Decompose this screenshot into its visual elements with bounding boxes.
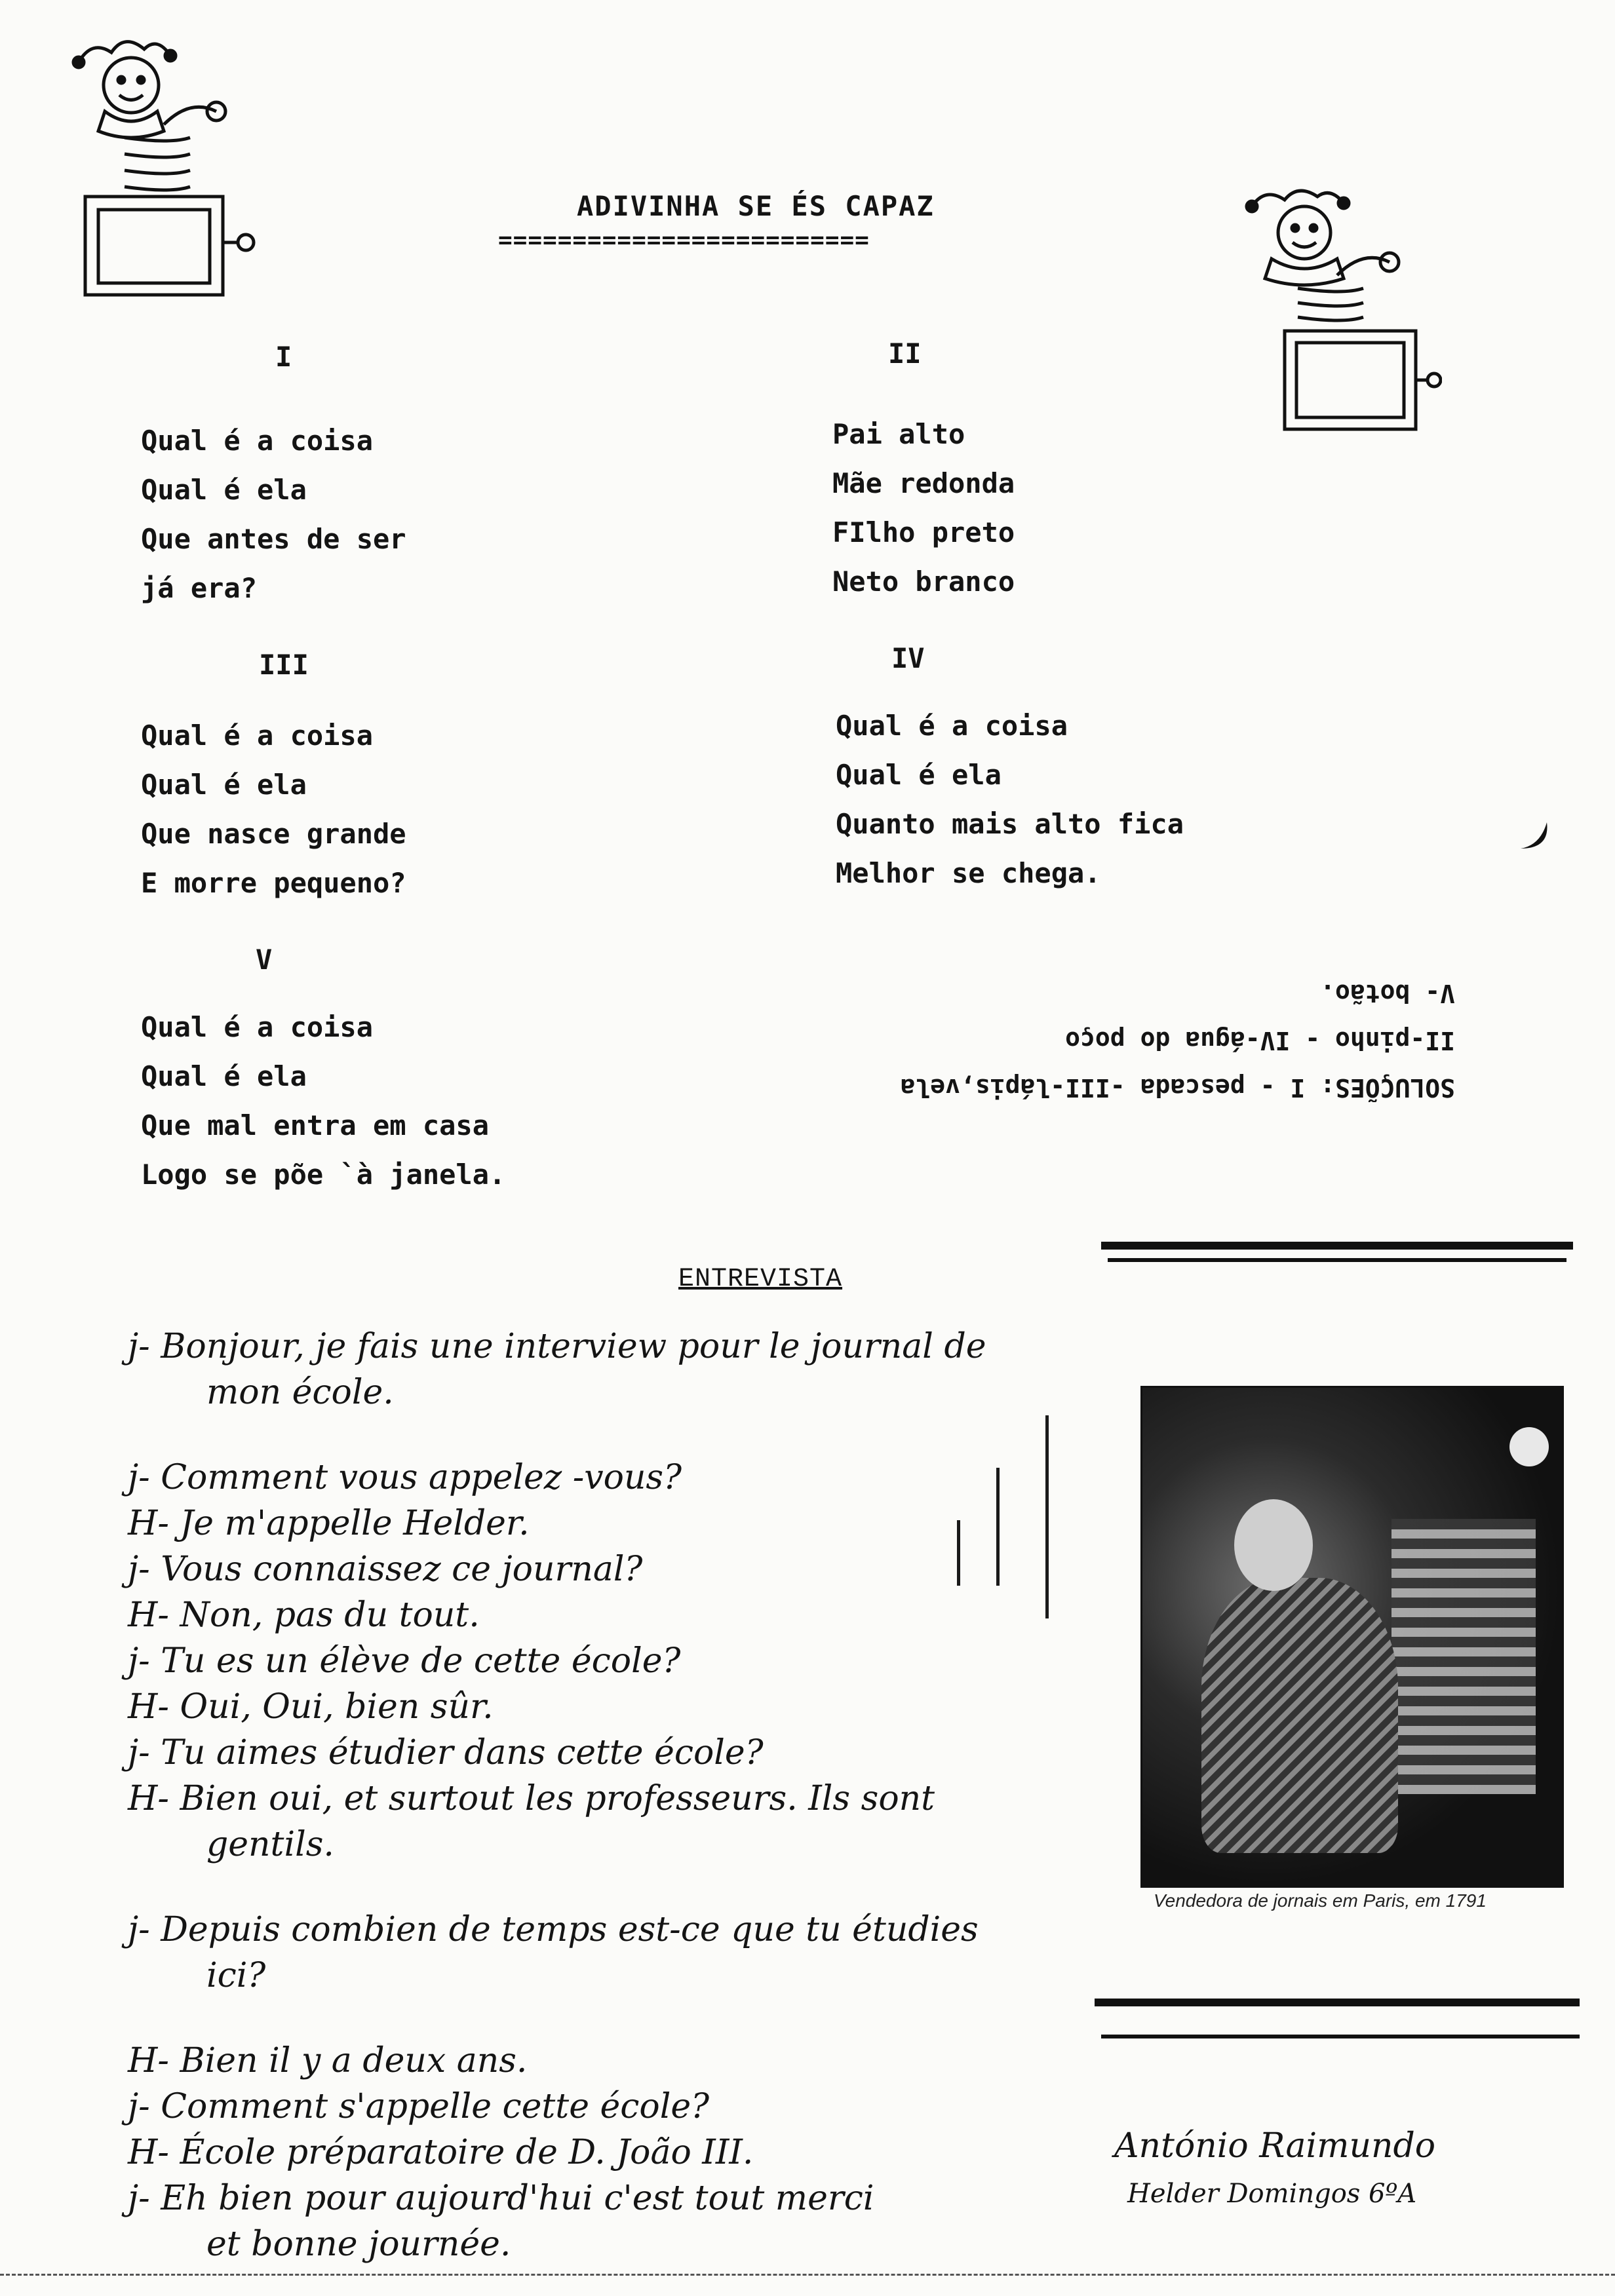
riddle-line: Que antes de ser [141,523,406,555]
photo-detail [1509,1427,1549,1466]
interview-line: j- Tu es un élève de cette école? [128,1641,681,1681]
top-rule-thick [1101,1242,1573,1250]
riddle-line: Mãe redonda [832,467,1015,499]
riddle-2-numeral: II [888,337,922,370]
riddle-line: Quanto mais alto fica [836,808,1184,840]
riddle-line: Melhor se chega. [836,857,1101,889]
margin-stroke [996,1468,1000,1586]
solutions-line: SOLUÇÕES: I - pescada -III-lápis,vela [900,1073,1455,1102]
riddle-line: Qual é a coisa [141,425,374,457]
bottom-rule-thick [1095,1999,1580,2006]
interview-line: j- Bonjour, je fais une interview pour le journal de [128,1327,986,1366]
interview-line: ici? [206,1956,266,1995]
interview-line [128,1999,1098,2038]
riddle-line: Qual é a coisa [141,719,374,752]
riddle-4 [836,701,1184,898]
interview-line: et bonne journée. [206,2225,511,2264]
signature-sub: Helder Domingos 6ºA [1127,2179,1417,2209]
interview-line: j- Comment s'appelle cette école? [128,2087,709,2126]
interview-transcript [128,1324,1098,2267]
crescent-mark [1514,819,1553,862]
riddle-line: Neto branco [832,565,1015,598]
interview-line: gentils. [206,1825,334,1864]
interview-line: H- Bien il y a deux ans. [128,2041,528,2080]
riddle-4-numeral: IV [891,642,925,674]
signature: António Raimundo [1114,2126,1436,2166]
riddle-2 [832,410,1015,606]
riddle-3 [141,711,406,908]
interview-line: j- Depuis combien de temps est-ce que tu étudies [128,1910,979,1949]
jack-in-the-box-illustration-left [66,26,262,301]
interview-line: j- Vous connaissez ce journal? [128,1550,643,1589]
interview-line: H- Non, pas du tout. [128,1596,480,1635]
riddle-5 [141,1003,505,1199]
top-rule-thin [1108,1258,1566,1262]
riddle-line: Qual é a coisa [141,1011,374,1043]
title-double-underline: ========================= [498,227,870,254]
riddle-line: Pai alto [832,418,965,450]
historical-photo [1140,1386,1564,1888]
jack-in-the-box-illustration-right [1232,183,1442,446]
margin-stroke [957,1520,960,1586]
riddle-line: Qual é ela [141,1060,307,1092]
riddle-1 [141,416,406,613]
interview-heading: ENTREVISTA [678,1265,843,1294]
interview-line: H- Bien oui, et surtout les professeurs. Ils sont [128,1779,935,1818]
puzzle-title: ADIVINHA SE ÉS CAPAZ [577,190,935,222]
interview-line: H- Oui, Oui, bien sûr. [128,1687,494,1727]
photo-detail [1234,1499,1313,1591]
riddle-line: FIlho preto [832,516,1015,548]
bottom-rule-thin [1101,2035,1580,2038]
interview-line [128,1867,1098,1907]
riddle-5-numeral: V [256,944,273,976]
riddle-line: Logo se põe `à janela. [141,1158,506,1191]
solutions-line: V- botão. [1320,979,1455,1008]
riddle-line: Qual é ela [836,759,1002,791]
interview-line: H- Je m'appelle Helder. [128,1504,530,1543]
riddle-1-numeral: I [275,341,292,373]
photo-caption: Vendedora de jornais em Paris, em 1791 [1154,1890,1487,1911]
riddle-line: Qual é ela [141,769,307,801]
interview-line: mon école. [206,1373,394,1412]
photo-detail [1201,1578,1398,1853]
photo-detail [1391,1519,1536,1794]
interview-line: H- École préparatoire de D. João III. [128,2133,754,2172]
riddle-solutions-upside-down [695,970,1455,1111]
solutions-line: II-pinho - IV-água do poço [1065,1026,1455,1055]
bottom-dashed-edge [0,2274,1615,2276]
riddle-line: Que nasce grande [141,818,406,850]
interview-line: j- Tu aimes étudier dans cette école? [128,1733,764,1772]
riddle-line: Qual é ela [141,474,307,506]
riddle-line: já era? [141,572,258,604]
interview-line [128,1415,1098,1455]
riddle-3-numeral: III [259,649,309,681]
margin-stroke [1045,1415,1049,1618]
riddle-line: Qual é a coisa [836,710,1068,742]
interview-line: j- Comment vous appelez -vous? [128,1458,682,1497]
interview-line: j- Eh bien pour aujourd'hui c'est tout merci [128,2179,874,2218]
riddle-line: E morre pequeno? [141,867,406,899]
riddle-line: Que mal entra em casa [141,1109,490,1141]
